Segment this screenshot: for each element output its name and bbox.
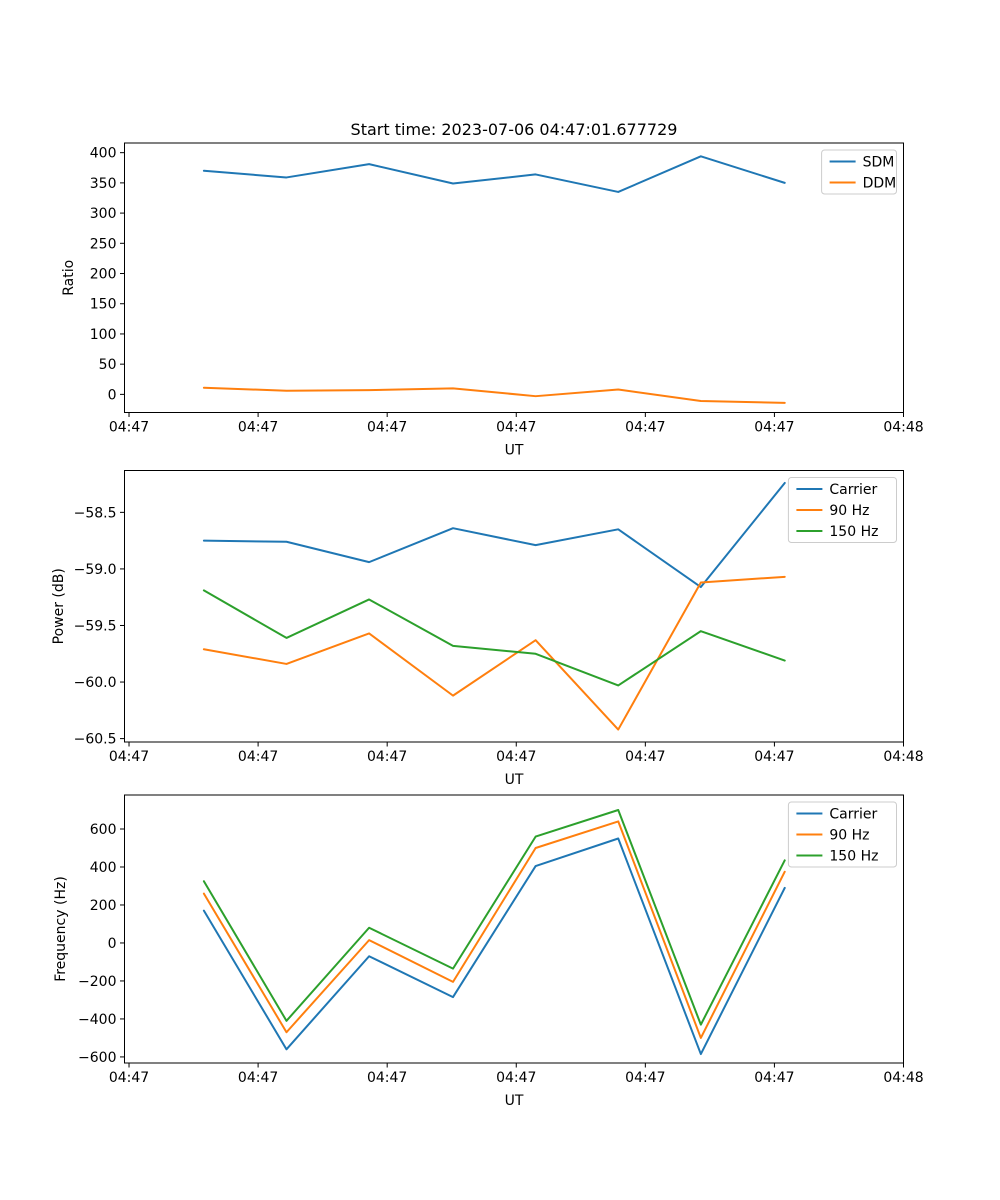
y-axis-label: Frequency (Hz) <box>53 876 69 982</box>
y-tick-label: −58.5 <box>73 505 117 522</box>
x-tick-label: 04:47 <box>366 1070 408 1086</box>
x-tick-label: 04:47 <box>496 419 537 436</box>
x-tick-label: 04:48 <box>883 1070 924 1086</box>
y-tick-label: 0 <box>107 387 117 404</box>
x-tick-label: 04:47 <box>366 749 408 765</box>
y-tick-label: 400 <box>89 859 117 876</box>
x-axis-label: UT <box>504 1093 524 1109</box>
series-line-sdm <box>204 156 785 192</box>
y-tick-label: −60.0 <box>73 675 117 692</box>
x-tick-label: 04:47 <box>108 749 150 765</box>
y-tick-label: 200 <box>89 897 117 914</box>
series-line-150-hz <box>204 590 785 685</box>
x-tick-label: 04:48 <box>883 749 924 765</box>
y-tick-label: −600 <box>78 1049 117 1066</box>
y-tick-label: 50 <box>98 357 117 374</box>
x-tick-label: 04:47 <box>237 749 279 765</box>
x-axis-label: UT <box>504 442 524 459</box>
figure-title: Start time: 2023-07-06 04:47:01.677729 <box>350 120 678 139</box>
series-line-90-hz <box>204 821 785 1038</box>
legend-label: 150 Hz <box>829 524 879 540</box>
y-tick-label: 100 <box>89 326 117 343</box>
x-tick-label: 04:47 <box>754 749 795 765</box>
y-tick-label: 250 <box>89 236 117 253</box>
x-tick-label: 04:48 <box>883 419 924 436</box>
y-tick-label: −59.0 <box>73 561 117 578</box>
legend <box>822 150 897 194</box>
y-tick-label: −59.5 <box>73 618 117 635</box>
legend-label: 90 Hz <box>829 827 870 844</box>
y-tick-label: 300 <box>89 206 117 223</box>
subplot-2 <box>53 795 924 1109</box>
axes-frame <box>125 795 904 1063</box>
series-line-ddm <box>204 388 785 403</box>
x-tick-label: 04:47 <box>366 419 408 436</box>
y-axis-label: Ratio <box>61 259 77 296</box>
x-tick-label: 04:47 <box>754 419 795 436</box>
series-line-carrier <box>204 838 785 1054</box>
x-tick-label: 04:47 <box>496 1070 537 1086</box>
legend-label: 90 Hz <box>829 503 870 519</box>
x-tick-label: 04:47 <box>108 1070 150 1086</box>
x-tick-label: 04:47 <box>625 749 666 765</box>
legend <box>788 478 896 543</box>
axes-frame <box>125 471 904 743</box>
y-tick-label: −60.5 <box>73 731 117 748</box>
legend <box>788 802 896 867</box>
subplot-1 <box>51 471 924 789</box>
y-tick-label: 200 <box>89 266 117 283</box>
legend-label: Carrier <box>829 482 878 498</box>
x-tick-label: 04:47 <box>625 419 666 436</box>
y-axis-label: Power (dB) <box>51 568 67 645</box>
y-tick-label: 350 <box>89 175 117 192</box>
series-line-carrier <box>204 483 785 587</box>
y-tick-label: 600 <box>89 821 117 838</box>
x-tick-label: 04:47 <box>625 1070 666 1086</box>
x-tick-label: 04:47 <box>754 1070 795 1086</box>
legend-label: DDM <box>862 175 897 192</box>
y-tick-label: −200 <box>78 973 117 990</box>
y-tick-label: 0 <box>107 935 117 952</box>
axes-frame <box>125 143 904 413</box>
y-tick-label: 150 <box>89 296 117 313</box>
legend-label: 150 Hz <box>829 848 879 865</box>
x-tick-label: 04:47 <box>108 419 150 436</box>
legend-label: Carrier <box>829 806 878 823</box>
x-axis-label: UT <box>504 772 524 788</box>
series-line-90-hz <box>204 577 785 730</box>
legend-label: SDM <box>862 154 895 171</box>
x-tick-label: 04:47 <box>237 419 279 436</box>
y-tick-label: −400 <box>78 1011 117 1028</box>
y-tick-label: 400 <box>89 145 117 162</box>
x-tick-label: 04:47 <box>237 1070 279 1086</box>
series-line-150-hz <box>204 810 785 1025</box>
subplot-0 <box>61 143 924 459</box>
x-tick-label: 04:47 <box>496 749 537 765</box>
